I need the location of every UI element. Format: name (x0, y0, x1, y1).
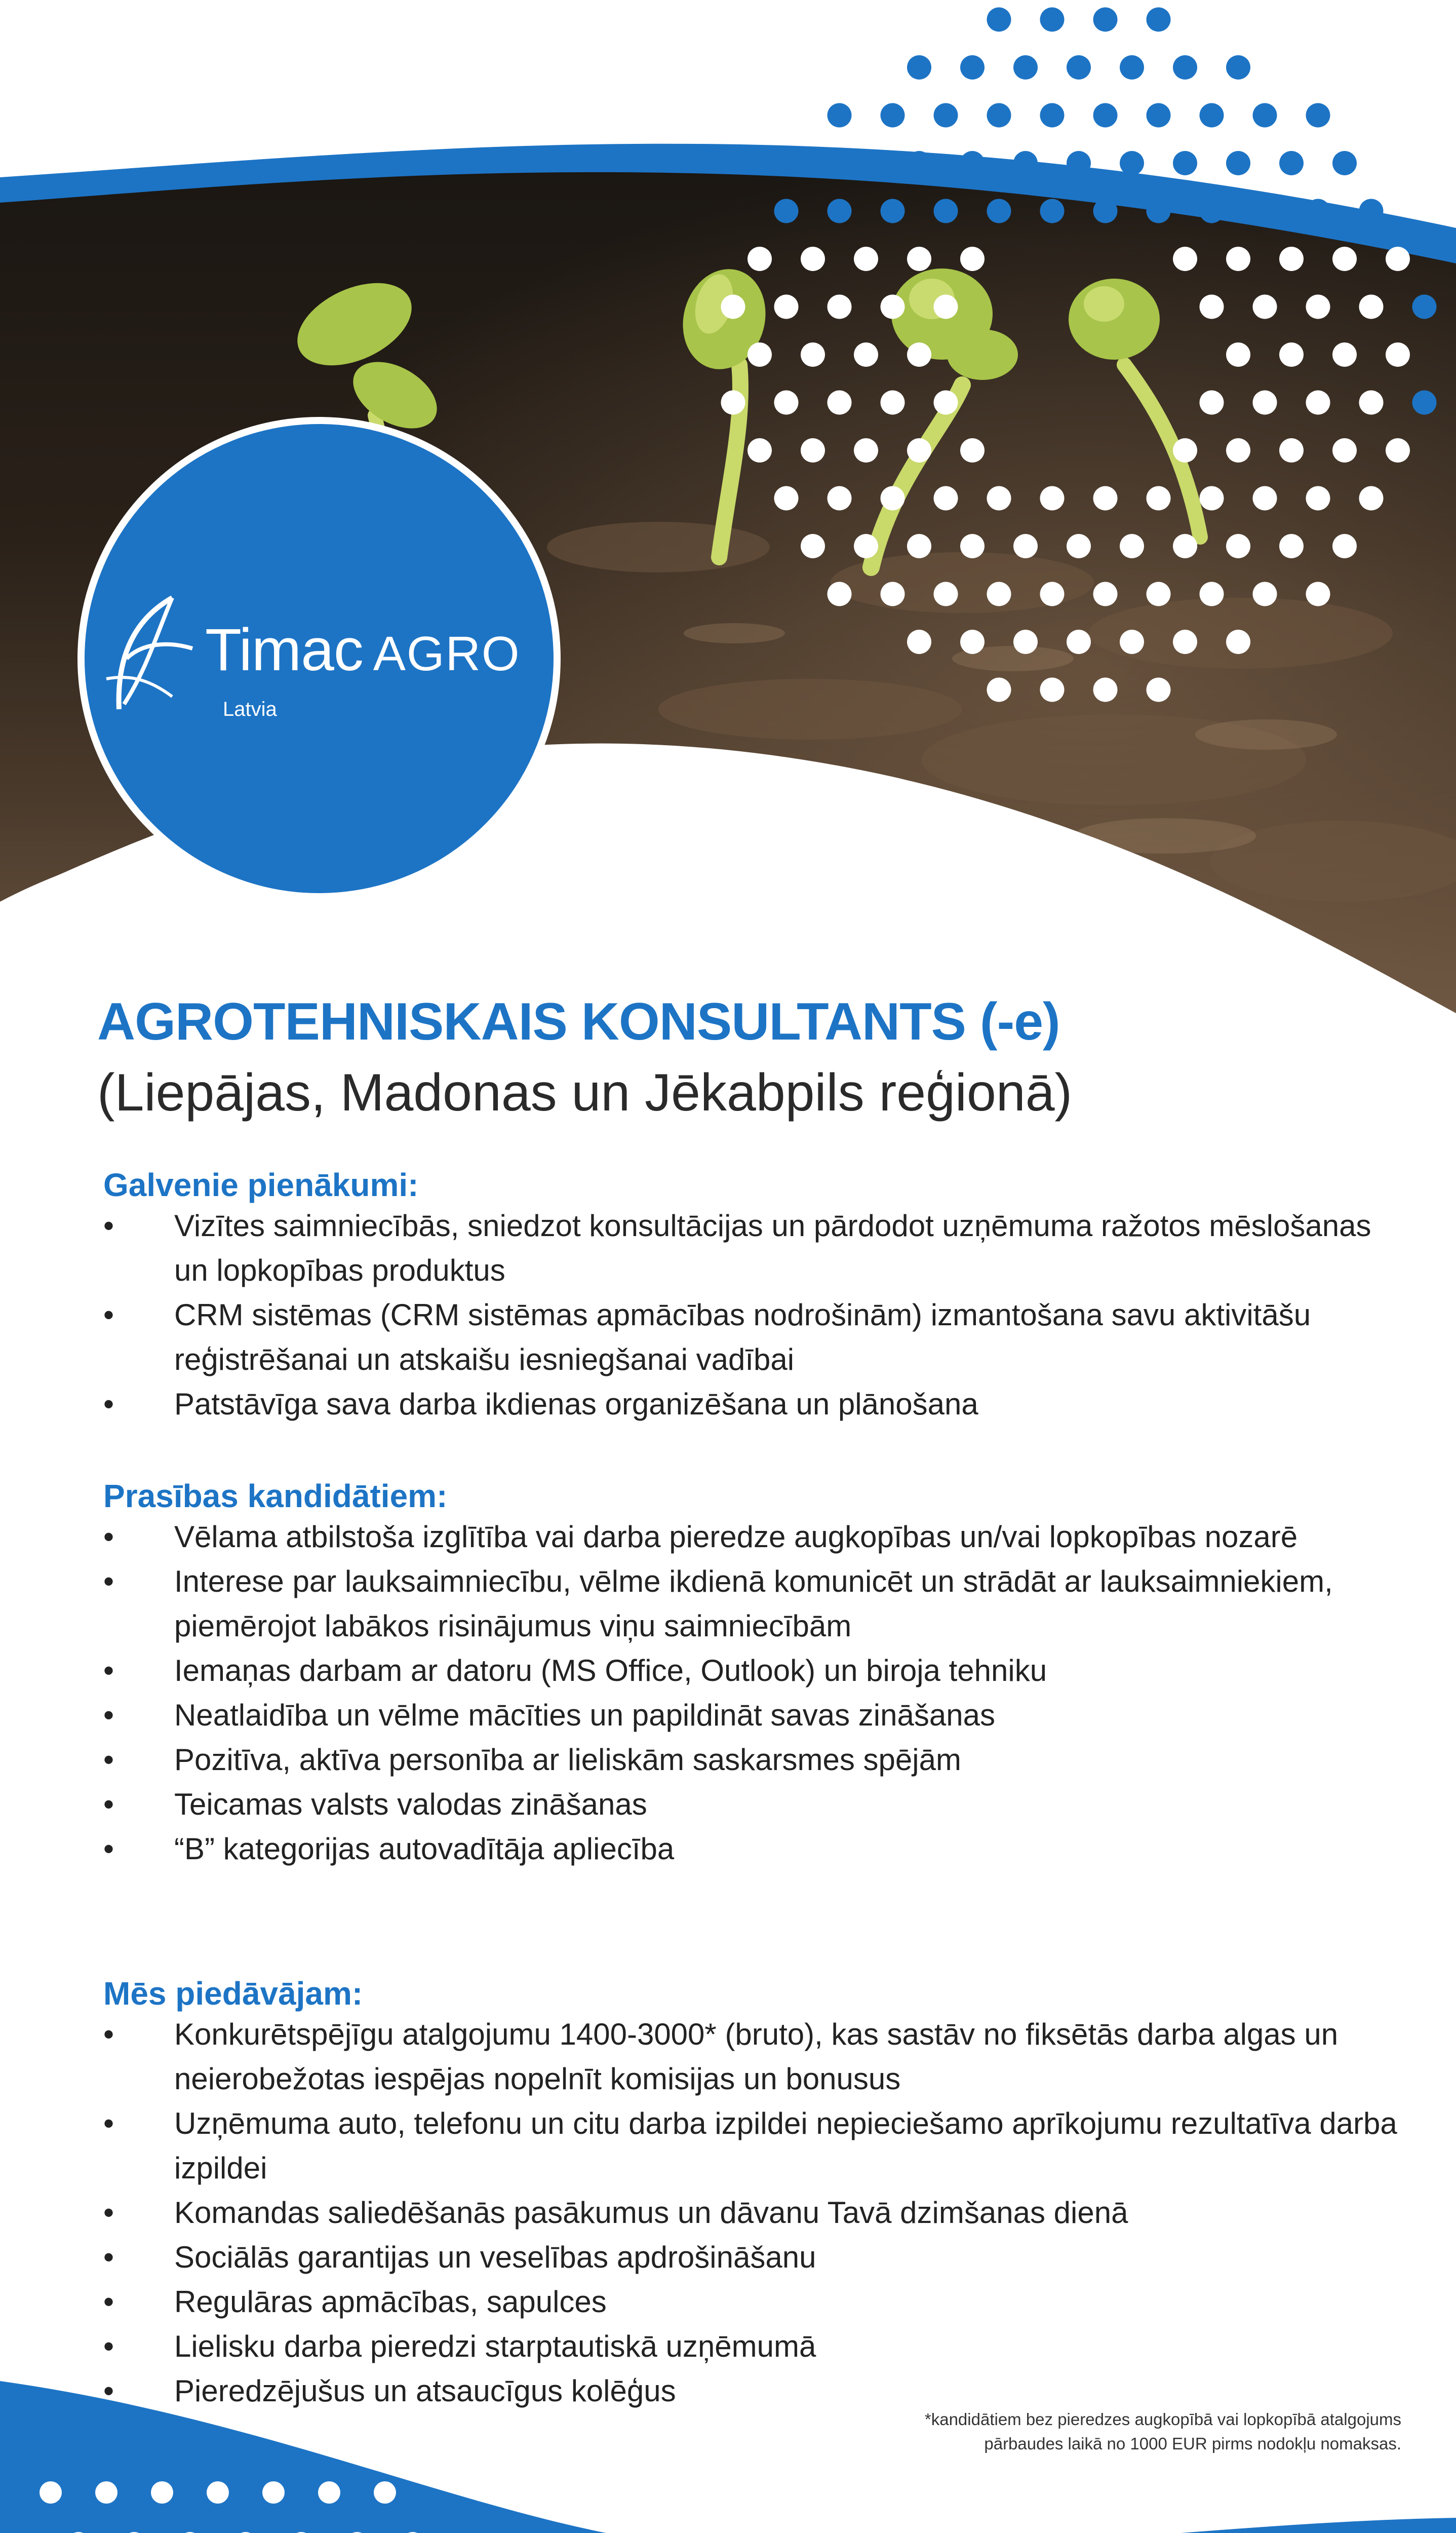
decor-dot (374, 2481, 396, 2504)
decor-dot (1332, 247, 1357, 271)
decor-dot (1200, 103, 1224, 128)
list-item: • Konkurētspējīgu atalgojumu 1400-3000* (bruto), kas sastāv no fiksētās darba algas un neierobežotas iespējas nopelnīt komisijas un bonusus (103, 2012, 1400, 2101)
decor-dot (1279, 151, 1304, 175)
decor-dot (747, 438, 772, 463)
decor-dot (1253, 103, 1277, 128)
decor-dot (801, 151, 825, 175)
decor-dot (1120, 55, 1144, 80)
brand-logo (86, 567, 542, 740)
decor-dot (1279, 247, 1304, 271)
decor-dot (1253, 295, 1277, 319)
decor-dot (1386, 247, 1410, 271)
decor-dot (1093, 678, 1118, 702)
decor-dot (801, 438, 825, 463)
decor-dot (1173, 151, 1197, 175)
decor-dot (1332, 534, 1357, 558)
decor-dot (1200, 582, 1224, 606)
decor-dot (1173, 55, 1197, 80)
offer-list (103, 2012, 1400, 2413)
decor-dot (1306, 486, 1330, 511)
decor-dot (1013, 55, 1038, 80)
decor-dot (1173, 247, 1197, 271)
hero-banner (0, 0, 1456, 1013)
decor-dot (934, 486, 958, 511)
decor-dot (934, 103, 958, 128)
decor-dot (1253, 582, 1277, 606)
decor-dot (1253, 391, 1277, 415)
decor-dot (262, 2481, 285, 2504)
decor-dot (1173, 438, 1197, 463)
decor-dot (1093, 103, 1118, 128)
decor-dot (828, 582, 852, 606)
decor-dot (854, 342, 878, 367)
decor-dot (881, 391, 905, 415)
decor-dot (828, 199, 852, 223)
decor-dot (907, 247, 931, 271)
decor-dot (1226, 342, 1250, 367)
decor-dot (987, 486, 1011, 511)
list-item: • Sociālās garantijas un veselības apdrošināšanu (103, 2235, 1400, 2280)
decor-dot (881, 199, 905, 223)
decor-dot (934, 391, 958, 415)
decor-dot (1306, 391, 1330, 415)
decor-dot (721, 391, 745, 415)
decor-dot (907, 342, 931, 367)
decor-dot (1147, 199, 1171, 223)
decor-dot (1279, 534, 1304, 558)
list-item: • Neatlaidība un vēlme mācīties un papildināt savas zināšanas (103, 1693, 1400, 1738)
decor-dot (987, 199, 1011, 223)
decor-dot (960, 247, 985, 271)
decor-dot (1359, 199, 1384, 223)
decor-dot (1013, 534, 1038, 558)
decor-dot (1332, 151, 1357, 175)
list-item: • Vizītes saimniecībās, sniedzot konsultācijas un pārdodot uzņēmuma ražotos mēslošanas un lopkopības produktus (103, 1204, 1400, 1293)
decor-dot (1200, 486, 1224, 511)
list-item: • Pieredzējušus un atsaucīgus kolēģus (103, 2369, 1400, 2413)
decor-dot (934, 199, 958, 223)
decor-dot (934, 582, 958, 606)
decor-dot (1093, 8, 1118, 32)
decor-dot (151, 2481, 173, 2504)
decor-dot (1332, 342, 1357, 367)
decor-dot (1226, 534, 1250, 558)
decor-dot (1306, 582, 1330, 606)
decor-dot (934, 295, 958, 319)
section-heading-requirements: Prasības kandidātiem: (103, 1478, 448, 1514)
decor-dot (1093, 486, 1118, 511)
decor-dot (1359, 295, 1384, 319)
decor-dot (1386, 342, 1410, 367)
job-title: AGROTEHNISKAIS KONSULTANTS (-e) (97, 992, 1060, 1051)
list-item: • Teicamas valsts valodas zināšanas (103, 1782, 1400, 1827)
decor-dot (1040, 582, 1065, 606)
logo-leaf-icon (96, 588, 203, 719)
decor-dot (1386, 438, 1410, 463)
list-item: • Regulāras apmācības, sapulces (103, 2280, 1400, 2324)
decor-dot (881, 103, 905, 128)
decor-dot (801, 534, 825, 558)
decor-dot (1306, 103, 1330, 128)
decor-dot (1412, 295, 1437, 319)
decor-dot (907, 438, 931, 463)
duties-list (103, 1204, 1400, 1427)
decor-dot (801, 247, 825, 271)
list-item: • Lielisku darba pieredzi starptautiskā uzņēmumā (103, 2324, 1400, 2369)
decor-dot (1067, 151, 1091, 175)
decor-dot (1226, 630, 1250, 654)
decor-dot (1412, 391, 1437, 415)
decor-dot (1147, 8, 1171, 32)
decor-dot (1013, 630, 1038, 654)
decor-dot (1147, 486, 1171, 511)
decor-dot (960, 151, 985, 175)
decor-dot (960, 630, 985, 654)
decor-dot (801, 342, 825, 367)
decor-dot (1200, 391, 1224, 415)
decor-dot (907, 151, 931, 175)
decor-dot (854, 438, 878, 463)
decor-dot (40, 2481, 62, 2504)
decor-dot (1147, 582, 1171, 606)
decor-dot (881, 486, 905, 511)
decor-dot (881, 582, 905, 606)
list-item: • Interese par lauksaimniecību, vēlme ikdienā komunicēt un strādāt ar lauksaimniekiem, piemērojot labākos risinājumus viņu saimniecībām (103, 1559, 1400, 1648)
list-item: • Komandas saliedēšanās pasākumus un dāvanu Tavā dzimšanas dienā (103, 2191, 1400, 2235)
decor-dot (907, 534, 931, 558)
decor-dot (1040, 678, 1065, 702)
decor-dot (207, 2481, 229, 2504)
decor-dot (907, 55, 931, 80)
decor-dot (1040, 486, 1065, 511)
decor-dot (1253, 199, 1277, 223)
decor-dot (1173, 534, 1197, 558)
decor-dot (828, 103, 852, 128)
list-item: • Patstāvīga sava darba ikdienas organizēšana un plānošana (103, 1382, 1400, 1427)
decor-dot (95, 2481, 117, 2504)
list-item: • CRM sistēmas (CRM sistēmas apmācības nodrošinām) izmantošana savu aktivitāšu reģistrēšanai un atskaišu iesniegšanai vadībai (103, 1293, 1400, 1382)
decor-dot (1226, 247, 1250, 271)
decor-dot (1067, 630, 1091, 654)
decor-dot (828, 295, 852, 319)
decor-dot (1120, 534, 1144, 558)
decor-dot (1200, 199, 1224, 223)
decor-dot (1147, 103, 1171, 128)
decor-dot (854, 151, 878, 175)
decor-dot (1359, 391, 1384, 415)
decor-dot (1226, 438, 1250, 463)
decor-dot (774, 295, 799, 319)
decor-dot (1200, 295, 1224, 319)
decor-dot (1173, 630, 1197, 654)
decor-dot (1120, 630, 1144, 654)
decor-dot (960, 438, 985, 463)
decor-dot (854, 534, 878, 558)
decor-dot (987, 8, 1011, 32)
decor-dot (1332, 438, 1357, 463)
section-heading-offer: Mēs piedāvājam: (103, 1975, 363, 2012)
decor-dot (1013, 151, 1038, 175)
brand-country: Latvia (223, 698, 277, 720)
decor-dot (828, 486, 852, 511)
decor-dot (1226, 55, 1250, 80)
salary-footnote: *kandidātiem bez pieredzes augkopībā vai lopkopībā atalgojums pārbaudes laikā no 1000 EUR pirms nodokļu nomaksas. (924, 2410, 1401, 2453)
decor-dot (747, 342, 772, 367)
decor-dot (881, 295, 905, 319)
decor-dot (987, 678, 1011, 702)
decor-dot (987, 582, 1011, 606)
job-subtitle: (Liepājas, Madonas un Jēkabpils reģionā) (97, 1063, 1073, 1122)
list-item: • Pozitīva, aktīva personība ar lieliskām saskarsmes spējām (103, 1738, 1400, 1782)
list-item: • Iemaņas darbam ar datoru (MS Office, Outlook) un biroja tehniku (103, 1648, 1400, 1693)
section-heading-duties: Galvenie pienākumi: (103, 1167, 419, 1203)
requirements-list (103, 1515, 1400, 1871)
decor-dot (1279, 438, 1304, 463)
decor-dot (1306, 295, 1330, 319)
decor-dot (774, 486, 799, 511)
decor-dot (1253, 486, 1277, 511)
list-item: • Vēlama atbilstoša izglītība vai darba pieredze augkopības un/vai lopkopības nozarē (103, 1515, 1400, 1559)
decor-dot (774, 199, 799, 223)
decor-dot (960, 534, 985, 558)
decor-dot (1359, 486, 1384, 511)
decor-dot (854, 247, 878, 271)
decor-dot (1040, 8, 1065, 32)
decor-dot (1067, 55, 1091, 80)
decor-dot (987, 103, 1011, 128)
decor-dot (1093, 199, 1118, 223)
decor-dot (1067, 534, 1091, 558)
decor-dot (747, 247, 772, 271)
decor-dot (907, 630, 931, 654)
decor-dot (318, 2481, 340, 2504)
decor-dot (721, 295, 745, 319)
decor-dot (1306, 199, 1330, 223)
decor-dot (1093, 582, 1118, 606)
decor-dot (1040, 103, 1065, 128)
decor-dot (828, 391, 852, 415)
decor-dot (960, 55, 985, 80)
decor-dot (1226, 151, 1250, 175)
decor-dot (1120, 151, 1144, 175)
decor-dot (1147, 678, 1171, 702)
decor-dot (1279, 342, 1304, 367)
decor-dot (774, 391, 799, 415)
decor-dot (1040, 199, 1065, 223)
list-item: • “B” kategorijas autovadītāja apliecība (103, 1827, 1400, 1871)
list-item: • Uzņēmuma auto, telefonu un citu darba izpildei nepieciešamo aprīkojumu rezultatīva darba izpildei (103, 2101, 1400, 2191)
brand-name: Timac AGRO (205, 617, 521, 683)
